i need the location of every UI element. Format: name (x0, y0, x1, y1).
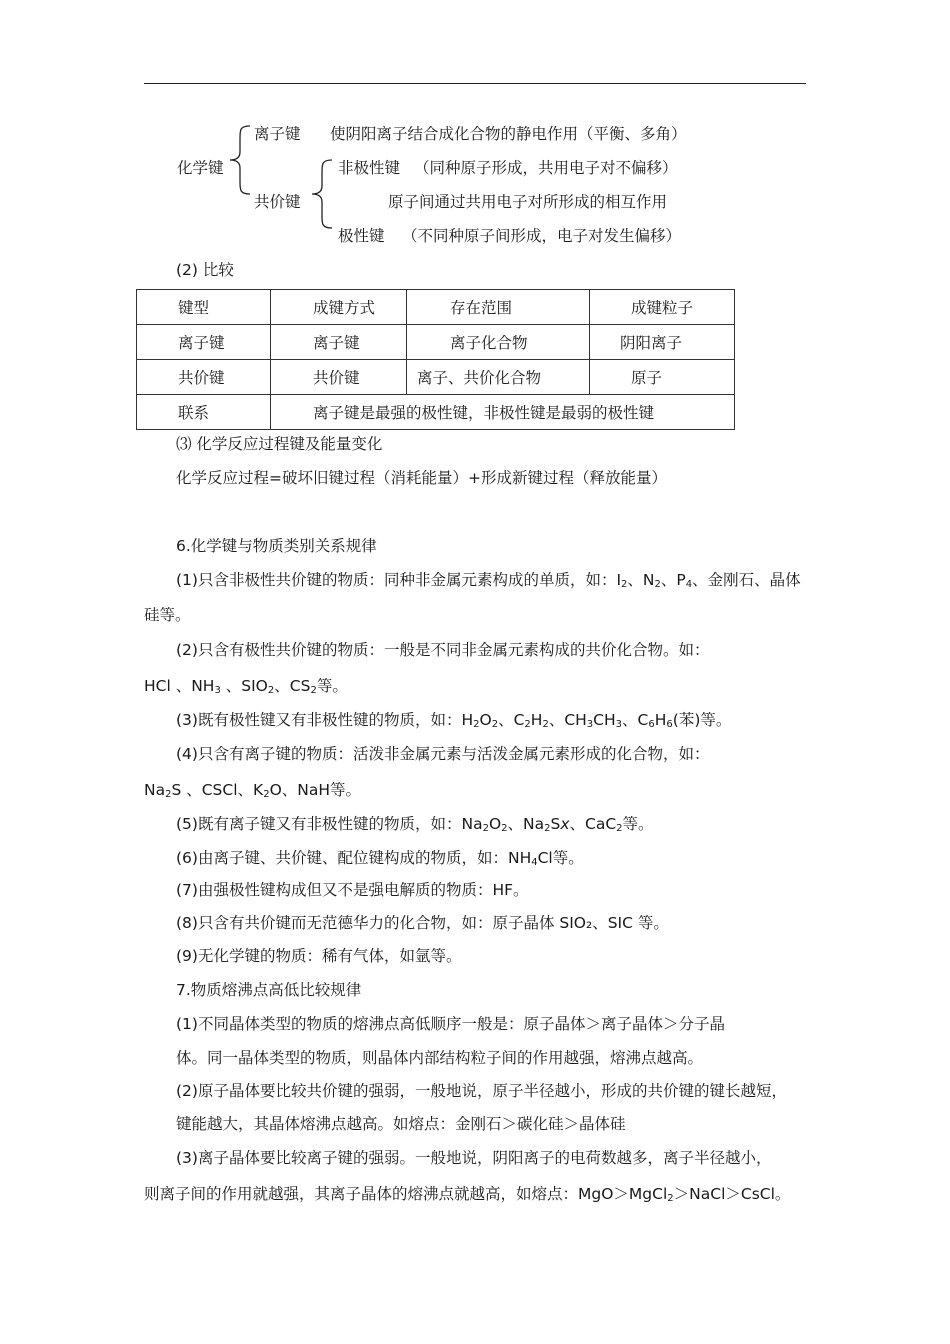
s6-p1-line1: (1)只含非极性共价键的物质：同种非金属元素构成的单质，如：$I_2$、$N_2$、$P_4$、金刚石、晶体 (176, 571, 801, 590)
table-cell: 共价键 (271, 360, 407, 395)
diagram-nonpolar-def: （同种原子形成，共用电子对不偏移） (414, 159, 678, 177)
comparison-table (136, 289, 735, 430)
formula-ammonium-chloride: $NH_4Cl$ (507, 849, 553, 868)
diagram-ionic-def: 使阴阳离子结合成化合物的静电作用（平衡、多角） (330, 125, 687, 143)
s7-p3-line1: (3)离子晶体要比较离子键的强弱。一般地说，阴阳离子的电荷数越多，离子半径越小， (176, 1149, 772, 1167)
header-rule (144, 83, 806, 84)
table-relation-label: 联系 (137, 395, 271, 430)
table-row (137, 360, 735, 395)
s7-p2-line1: (2)原子晶体要比较共价键的强弱，一般地说，原子半径越小，形成的共价键的键长越短， (176, 1082, 787, 1100)
s6-p9: (9)无化学键的物质：稀有气体，如氩等。 (176, 947, 462, 965)
diagram-root: 化学键 (177, 159, 224, 177)
diagram-nonpolar-label: 非极性键 (338, 159, 401, 177)
section3-title: ⑶ 化学反应过程键及能量变化 (176, 435, 383, 453)
formula-melting-order: MgO＞MgCl$_2$＞NaCl＞CsCl (578, 1185, 775, 1204)
formula-polar-compounds: HCl 、$NH_3$ 、$SIO_2$、$CS_2$ (144, 677, 317, 696)
s6-p7: (7)由强极性键构成但又不是强电解质的物质：HF。 (176, 881, 529, 899)
table-cell: 原子 (590, 360, 735, 395)
s7-p2-line2: 键能越大，其晶体熔沸点越高。如熔点：金刚石＞碳化硅＞晶体硅 (176, 1115, 626, 1133)
table-cell: 共价键 (137, 360, 271, 395)
s6-p6: (6)由离子键、共价键、配位键构成的物质，如：$NH_4Cl$等。 (176, 849, 584, 868)
table-relation-row (137, 395, 735, 430)
s7-p3-line2: 则离子间的作用就越强，其离子晶体的熔沸点就越高，如熔点：MgO＞MgCl$_2$＞NaCl＞CsCl。 (144, 1185, 791, 1204)
formula-ionic-compounds: $Na_2S$ 、CSCl、$K_2O$、NaH (144, 781, 331, 800)
brace-covalent (310, 158, 334, 230)
table-cell: 离子、共价化合物 (407, 360, 590, 395)
table-header-cell: 成键粒子 (590, 290, 735, 325)
table-header-row (137, 290, 735, 325)
section2-title: (2) 比较 (176, 261, 234, 279)
diagram-covalent-def: 原子间通过共用电子对所形成的相互作用 (388, 193, 668, 211)
table-cell: 离子键 (271, 325, 407, 360)
s6-p3: (3)既有极性键又有非极性键的物质，如：$H_2O_2$、$C_2H_2$、$CH_3CH_3$、$C_6H_6$(苯)等。 (176, 711, 732, 730)
formula-ionic-nonpolar: $Na_2O_2$、$Na_2Sx$、CaC$_2$ (461, 815, 623, 834)
s7-p1-line2: 体。同一晶体类型的物质，则晶体内部结构粒子间的作用越强，熔沸点越高。 (176, 1049, 704, 1067)
formula-mixed-bonds: $H_2O_2$、$C_2H_2$、$CH_3CH_3$、$C_6H_6$ (461, 711, 673, 730)
table-cell: 离子化合物 (407, 325, 590, 360)
s6-p5: (5)既有离子键又有非极性键的物质，如：$Na_2O_2$、$Na_2Sx$、CaC$_2$等。 (176, 815, 654, 834)
table-cell: 阴阳离子 (590, 325, 735, 360)
formula-elements: $I_2$、$N_2$、$P_4$ (616, 571, 693, 590)
s6-p8: (8)只含有共价键而无范德华力的化合物，如：原子晶体 SIO₂、SIC 等。 (176, 914, 669, 932)
table-header-cell: 存在范围 (407, 290, 590, 325)
brace-root (228, 124, 252, 196)
section3-text: 化学反应过程=破坏旧键过程（消耗能量）+形成新键过程（释放能量） (176, 469, 667, 487)
table-relation-text: 离子键是最强的极性键，非极性键是最弱的极性键 (271, 395, 735, 430)
diagram-polar-label: 极性键 (338, 227, 385, 245)
table-cell: 离子键 (137, 325, 271, 360)
s6-p4-line2: $Na_2S$ 、CSCl、$K_2O$、NaH等。 (144, 781, 362, 800)
s6-p4-line1: (4)只含有离子键的物质：活泼非金属元素与活泼金属元素形成的化合物，如： (176, 745, 710, 763)
table-header-cell: 成键方式 (271, 290, 407, 325)
s7-p1-line1: (1)不同晶体类型的物质的熔沸点高低顺序一般是：原子晶体＞离子晶体＞分子晶 (176, 1015, 725, 1033)
table-row (137, 325, 735, 360)
table-header-cell: 键型 (137, 290, 271, 325)
section6-title: 6.化学键与物质类别关系规律 (176, 537, 377, 555)
s6-p2-line2: HCl 、$NH_3$ 、$SIO_2$、$CS_2$等。 (144, 677, 348, 696)
diagram-covalent-label: 共价键 (254, 193, 301, 211)
section7-title: 7.物质熔沸点高低比较规律 (176, 981, 362, 999)
s6-p2-line1: (2)只含有极性共价键的物质：一般是不同非金属元素构成的共价化合物。如： (176, 641, 710, 659)
s6-p1-line2: 硅等。 (144, 606, 191, 624)
diagram-ionic-label: 离子键 (254, 125, 301, 143)
diagram-polar-def: （不同种原子间形成，电子对发生偏移） (402, 227, 682, 245)
